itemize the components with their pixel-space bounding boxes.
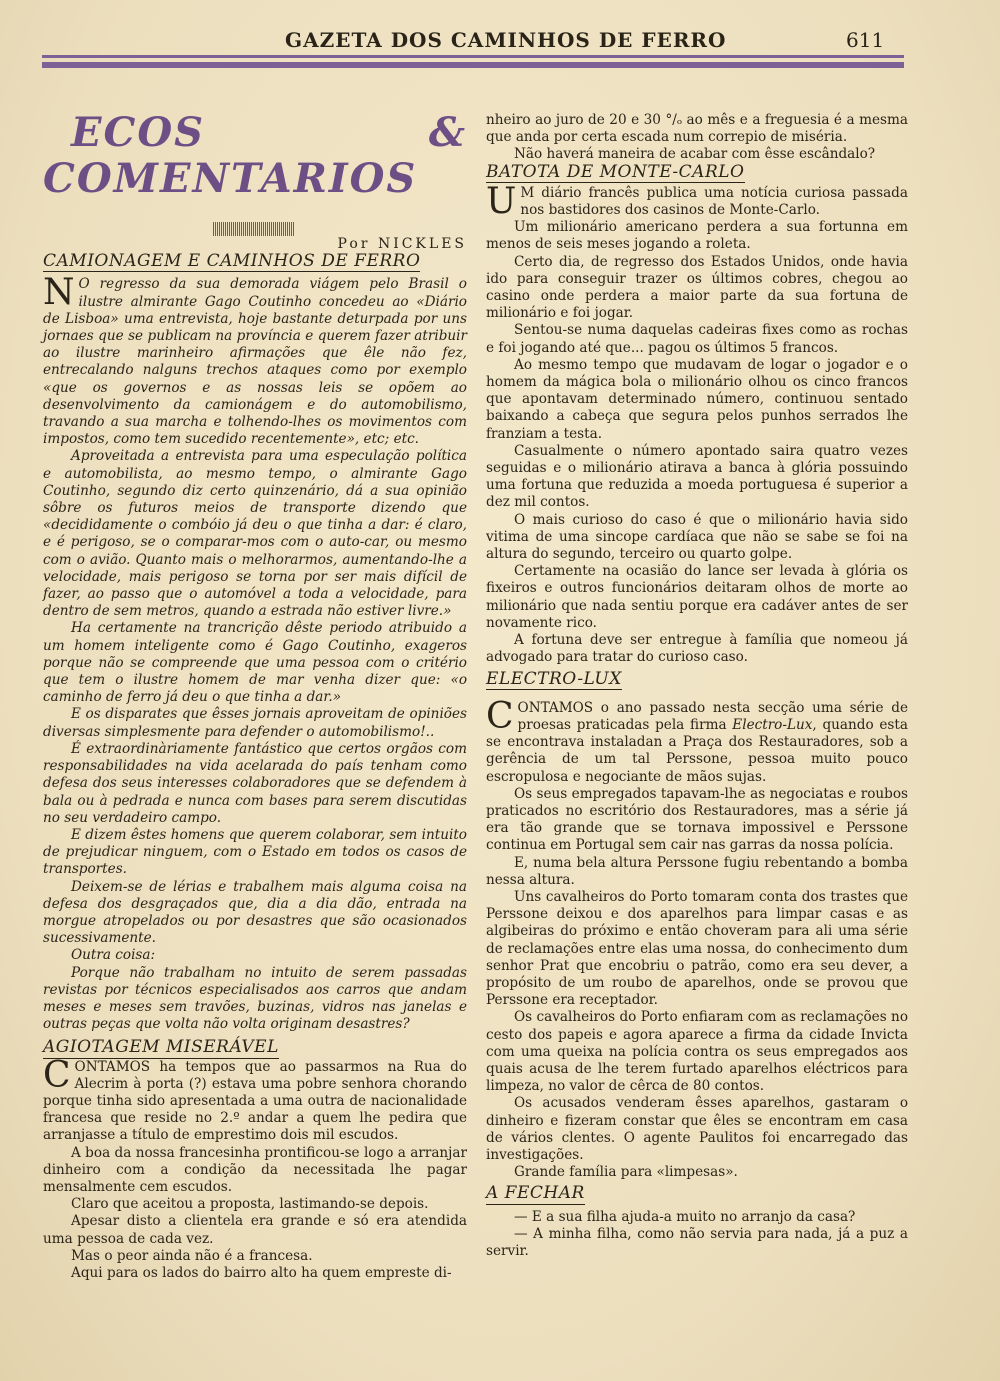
drop-cap: U <box>486 180 517 222</box>
section-title-afechar: A FECHAR <box>486 1183 585 1204</box>
page-number: 611 <box>846 28 885 52</box>
main-title: ECOS & COMENTARIOS <box>43 109 467 202</box>
paragraph <box>43 1054 467 1145</box>
paragraph: Certamente na ocasião do lance ser levada à glória os fixeiros e outros funcionários deitaram olhos de morte ao milionário que nada sentiu porque era cadáver antes de ser novamente rico. <box>486 563 908 631</box>
paragraph: E dizem êstes homens que querem colaborar, sem intuito de prejudicar ninguem, com o Estado em todos os casos de transportes. <box>43 826 467 878</box>
paragraph-text: M diário francês publica uma notícia curiosa passada nos bastidores dos casinos de Monte-Carlo. <box>520 184 908 219</box>
paragraph: A fortuna deve ser entregue à família que nomeou já advogado para tratar do curioso caso. <box>486 632 908 666</box>
paragraph: Aqui para os lados do bairro alto ha quem empreste di- <box>71 1264 452 1281</box>
drop-cap: C <box>43 1054 71 1096</box>
paragraph-text: O regresso da sua demorada viágem pelo Brasil o ilustre almirante Gago Coutinho concedeu ao «Diário de Lisboa» uma entrevista, hoje bastante deturpada por uns jornaes que se publicam na província e querem fazer atribuir ao ilustre marinheiro afirmações que êle não fez, entrecalando nalguns trechos ataques como por exemplo «que os governos e as nossas leis se opõem ao desenvolvimento da camionágem e do automobilismo, travando a sua marcha e tolhendo-lhes os movimentos com impostos, como tem sucedido recentemente», etc; etc. <box>43 276 467 448</box>
paragraph: — A minha filha, como não servia para nada, já a puz a servir. <box>486 1225 908 1259</box>
drop-cap: C <box>486 695 514 737</box>
masthead <box>0 28 1000 58</box>
paragraph <box>486 695 908 786</box>
paragraph: Um milionário americano perdera a sua fortunna em menos de seis meses jogando a roleta. <box>486 219 908 253</box>
paragraph: Sentou-se numa daquelas cadeiras fixes como as rochas e foi jogando até que... pagou os últimos 5 francos. <box>486 322 908 356</box>
paragraph: Casualmente o número apontado saira quatro vezes seguidas e o milionário atirava a banca à glória possuindo uma fortuna que reduzida a moeda portuguesa é superior a dez mil contos. <box>486 442 908 511</box>
paragraph: — E a sua filha ajuda-a muito no arranjo da casa? <box>514 1208 856 1225</box>
drop-cap: N <box>43 272 75 314</box>
paragraph: O mais curioso do caso é que o milionário havia sido vitima de uma sincope cardíaca que não se sabe se foi na altura do segundo, terceiro ou quarto golpe. <box>486 511 908 563</box>
section-body-agiotagem <box>43 1054 467 1283</box>
section-title-electrolux: ELECTRO-LUX <box>486 668 622 689</box>
paragraph: Certo dia, de regresso dos Estados Unidos, onde havia ido para conseguir trazer os últimos cobres, chegou ao casino onde perdera a maior parte da sua fortuna de milionário e foi jogar. <box>486 253 908 322</box>
paragraph: Os acusados venderam êsses aparelhos, gastaram o dinheiro e fizeram constar que êles se encontram em casa de vários clentes. O agente Paulitos foi encarregado das investigações. <box>486 1095 908 1163</box>
paragraph: Aproveitada a entrevista para uma especulação política e automobilista, ao mesmo tempo, o almirante Gago Coutinho, segundo diz certo quinzenário, dá a sua opinião sôbre os futuros meios de transporte dizendo que «decididamente o combóio já deu o que tinha a dar: é claro, e é perigoso, se o comparar-mos com o auto-car, ou mesmo com o avião. Quanto mais o melhorarmos, aumentando-lhe a velocidade, mais perigoso se torna por ser mais difícil de fazer, ao passo que o automóvel a toda a velocidade, para dentro de sem metros, quando a estrada não estiver livre.» <box>43 448 467 620</box>
paragraph: Deixem-se de lérias e trabalhem mais alguma coisa na defesa dos desgraçados que, dia a dia dão, entrada na morgue atropelados ou por desastres que são ocasionados sucessivamente. <box>43 878 467 947</box>
paragraph: Os seus empregados tapavam-lhe as negociatas e roubos praticados no escritório dos Restauradores, mas a série já era tão grande que se tornava impossivel e Perssone continua em Portugal sem cair nas garras da nossa polícia. <box>486 785 908 854</box>
paragraph: E, numa bela altura Perssone fugiu rebentando a bomba nessa altura. <box>486 854 908 888</box>
paragraph: É extraordinàriamente fantástico que certos orgãos com responsabilidades na vida acelarada do país tenham como defesa dos seus interesses colaboradores que se defendem à bala ou à pedrada e nunca com bases para serem discutidas no seu verdadeiro campo. <box>43 740 467 826</box>
company-name: Electro-Lux <box>732 716 813 733</box>
header-rule-thick <box>42 62 904 68</box>
paragraph: Porque não trabalham no intuito de serem passadas revistas por técnicos especialisados aos carros que andam meses e meses sem travões, buzinas, vidros nas janelas e outras peças que volta não volta originam desastres? <box>43 964 467 1033</box>
spacer <box>486 690 908 700</box>
paragraph: Grande família para «limpesas». <box>514 1164 738 1181</box>
publication-title: GAZETA DOS CAMINHOS DE FERRO <box>285 28 727 52</box>
paragraph: nheiro ao juro de 20 e 30 °/ₒ ao mês e a freguesia é a mesma que anda por certa escada num correpio de miséria. <box>486 112 908 146</box>
paragraph-text: , quando esta se encontrava instaladan a Praça dos Restauradores, sob a gerência de um tal Perssone, pessoa muito pouco escropulosa e negociante de mãos sujas. <box>486 716 908 785</box>
left-column <box>43 110 467 1282</box>
section-title-batota: BATOTA DE MONTE-CARLO <box>486 161 745 182</box>
paragraph-text: ONTAMOS o ano passado nesta secção uma série de proesas praticadas pela firma <box>517 699 908 733</box>
paragraph: Os cavalheiros do Porto enfiaram com as reclamações no cesto dos papeis e agora aparece a firma da cidade Invicta com uma queixa na polícia contra os seus empregados aos quais acusa de lhe terem furtado aparelhos eléctricos para limpeza, no valor de cêrca de 80 contos. <box>486 1009 908 1095</box>
paragraph: Claro que aceitou a proposta, lastimando-se depois. <box>71 1196 429 1213</box>
paragraph: Ao mesmo tempo que mudavam de logar o jogador e o homem da mágica bola o milionário olhou os cinco francos que apontavam determinado número, continuou sentado baixando a cabeça que segura pelos punhos serrados lhe franziam a testa. <box>486 356 908 442</box>
byline: Por NICKLES <box>337 236 467 252</box>
paragraph: Uns cavalheiros do Porto tomaram conta dos trastes que Perssone deixou e dos aparelhos para limpar casas e as algibeiras do próximo e então choveram para ali uma série de reclamações entre elas uma nossa, do conhecimento dum senhor Prat que encobriu o patrão, como era seu dever, a propósito de um roubo de aparelhos, onde se provou que Perssone era receptador. <box>486 888 908 1009</box>
paragraph: E os disparates que êsses jornais aproveitam de opiniões diversas simplesmente para defender o automobilismo!.. <box>43 706 467 740</box>
paragraph <box>43 272 467 448</box>
right-column <box>486 112 908 1260</box>
ornament-divider <box>213 222 295 236</box>
header-rule-thin <box>42 55 904 58</box>
paragraph: A boa da nossa francesinha prontificou-se logo a arranjar dinheiro com a condição da necessitada lhe pagar mensalmente cem escudos. <box>43 1144 467 1195</box>
section-title-agiotagem: AGIOTAGEM MISERÁVEL <box>43 1037 279 1058</box>
paragraph: Não haverá maneira de acabar com êsse escândalo? <box>514 146 876 163</box>
paragraph: Ha certamente na trancrição dêste periodo atribuido a um homem inteligente como é Gago Coutinho, exageros porque não se compreende que uma pessoa com o critério que tem o ilustre homem de mar venha dizer que: «o caminho de ferro já deu o que tinha a dar.» <box>43 620 467 706</box>
paragraph-text: ONTAMOS ha tempos que ao passarmos na Rua do Alecrim à porta (?) estava uma pobre senhora chorando porque tinha sido apresentada a uma outra de nacionalidade francesa que reside no 2.º andar a quem lhe pedira que arranjasse a título de emprestimo dois mil escudos. <box>43 1058 467 1144</box>
section-title-camionagem: CAMIONAGEM E CAMINHOS DE FERRO <box>43 251 421 272</box>
paragraph: Outra coisa: <box>71 947 156 964</box>
paragraph <box>486 180 908 222</box>
paragraph: Apesar disto a clientela era grande e só era atendida uma pessoa de cada vez. <box>43 1213 467 1247</box>
paragraph: Mas o peor ainda não é a francesa. <box>71 1247 313 1264</box>
